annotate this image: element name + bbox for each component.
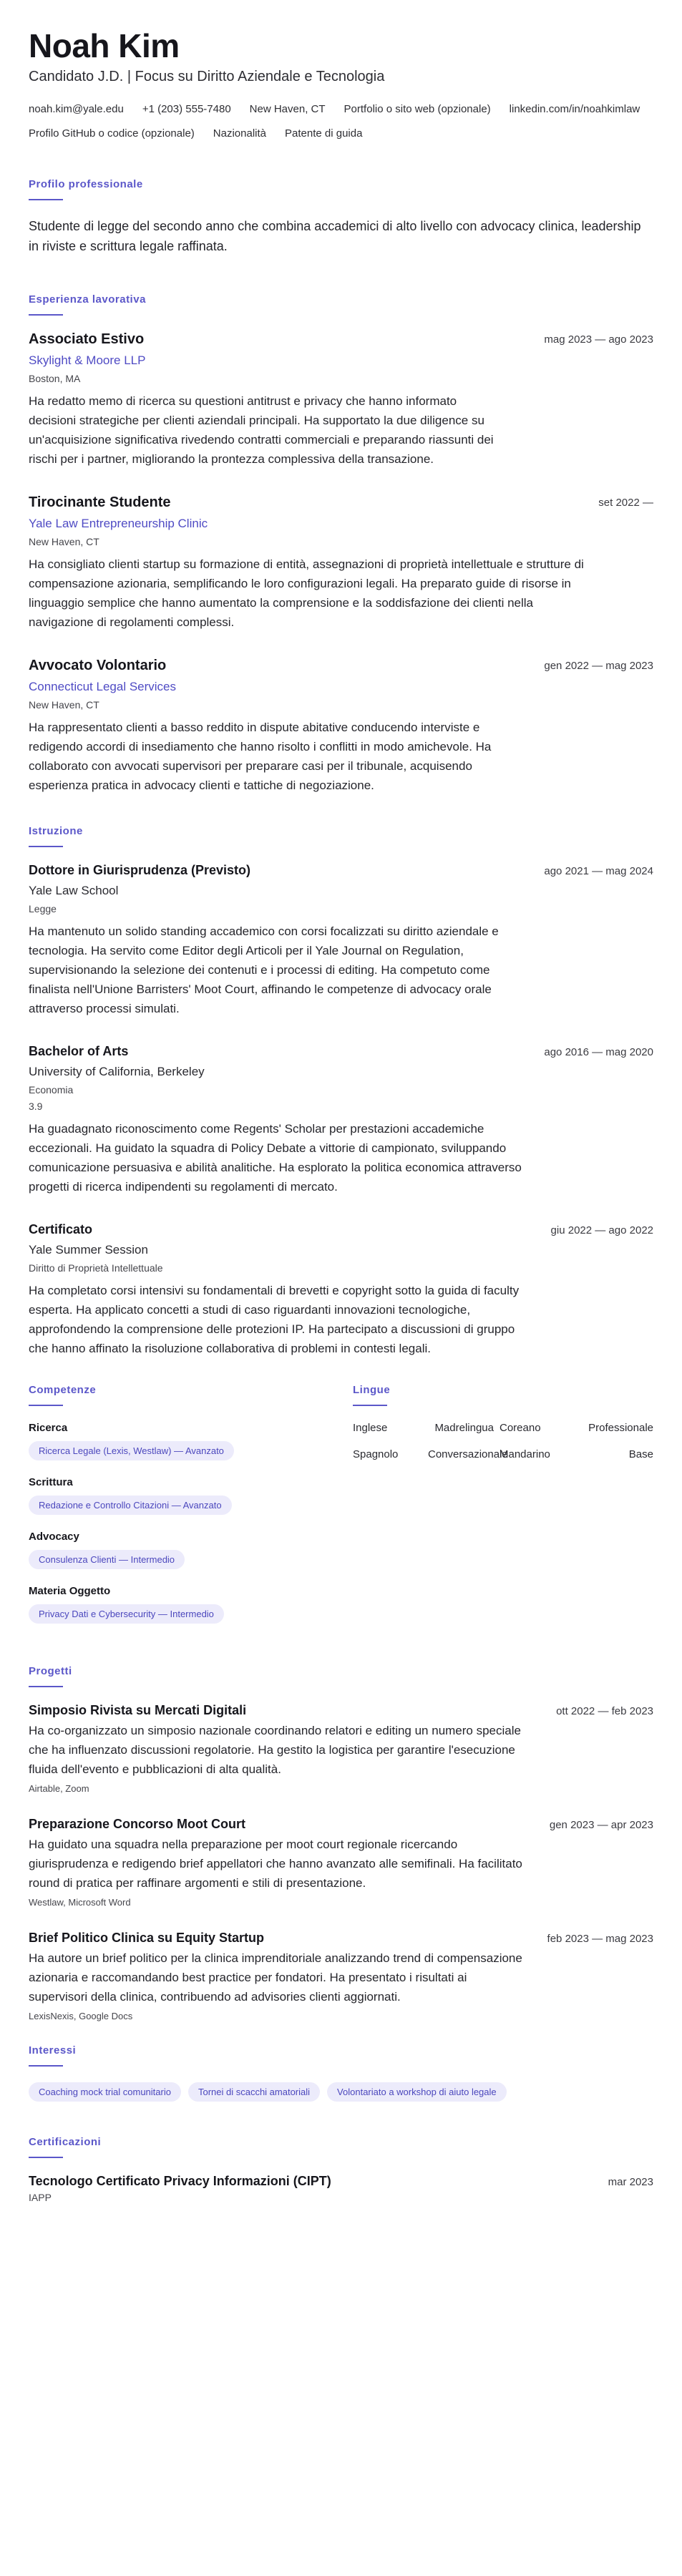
project-date: ott 2022 — feb 2023 [556,1705,653,1718]
project-tools: Westlaw, Microsoft Word [29,1897,131,1908]
section-divider [29,846,63,847]
education-description: Ha mantenuto un solido standing accademico con corsi focalizzati su diritto aziendale e tecnologia. Ha servito come Editor degli Articoli per il Yale Journal on Regulation, supervisionando la selezione dei contenuti e i processi di editing. Ha competuto come finalista nell'Unione Barristers' Moot Court, affinando le competenze di advocacy orale attraverso processi simulati. [29,924,499,1016]
interest-chip: Volontariato a workshop di aiuto legale [327,2082,507,2102]
project-date: gen 2023 — apr 2023 [549,1819,653,1832]
language-level: Madrelingua [434,1422,494,1435]
project-entry [29,1931,653,2021]
certification-entry [29,2174,653,2203]
field-of-study: Legge [29,903,57,915]
skills-section [29,1384,353,1639]
contact-portfolio[interactable]: Portfolio o sito web (opzionale) [344,103,491,116]
certification-date: mar 2023 [608,2176,653,2189]
section-title: Esperienza lavorativa [29,293,146,306]
project-entry [29,1817,653,1908]
education-entry [29,863,653,1018]
job-date: mag 2023 — ago 2023 [544,333,653,346]
certification-issuer: IAPP [29,2192,52,2204]
job-date: gen 2022 — mag 2023 [544,660,653,673]
languages-section [353,1384,653,1639]
profile-summary: Studente di legge del secondo anno che combina accademici di alto livello con advocacy clinica, leadership in riviste e scrittura legale raffinata. [29,219,641,254]
section-divider [29,1686,63,1687]
job-title: Tirocinante Studente [29,494,171,511]
skill-chip: Consulenza Clienti — Intermedio [29,1550,185,1569]
project-tools: Airtable, Zoom [29,1783,89,1795]
language-level: Base [628,1448,653,1461]
project-title: Preparazione Concorso Moot Court [29,1817,246,1832]
contact-linkedin[interactable]: linkedin.com/in/noahkimlaw [509,103,640,116]
resume-header [29,29,653,142]
grade: 3.9 [29,1101,43,1113]
contact-location: New Haven, CT [249,103,326,116]
job-description: Ha consigliato clienti startup su formazione di entità, assegnazioni di proprietà intellettuale e strutture di compensazione azionaria, semplificando le loro configurazioni legali. Ha preparato guide di risorse in linguaggio semplice che hanno aumentato la comprensione e la soddisfazione dei clienti nella navigazione di regolamenti complessi. [29,557,584,630]
skill-category: Scrittura [29,1476,73,1489]
education-section [29,825,653,1358]
language-name: Mandarino [500,1448,550,1461]
project-tools: LexisNexis, Google Docs [29,2011,133,2022]
language-name: Inglese [353,1422,388,1435]
job-title: Avvocato Volontario [29,658,167,674]
section-divider [29,199,63,200]
section-title: Interessi [29,2044,77,2057]
interest-chip: Coaching mock trial comunitario [29,2082,181,2102]
section-divider [29,1405,63,1406]
degree-title: Dottore in Giurisprudenza (Previsto) [29,863,251,878]
candidate-name: Noah Kim [29,27,180,64]
experience-entry [29,658,653,795]
education-date: giu 2022 — ago 2022 [550,1224,653,1237]
skill-group [29,1476,353,1515]
language-level: Conversazionale [428,1448,508,1461]
section-title: Certificazioni [29,2136,102,2149]
section-title: Istruzione [29,825,83,838]
interests-section [29,2044,653,2102]
education-date: ago 2016 — mag 2020 [544,1046,653,1059]
project-description: Ha autore un brief politico per la clinica imprenditoriale analizzando trend di compensazione azionaria e raccomandando best practice per fondatori. Ha presentato i risultati ai supervisori della clinica, contribuendo ad advisories clienti aggiornati. [29,1951,522,2004]
job-date: set 2022 — [598,497,653,509]
section-title: Competenze [29,1384,97,1397]
education-description: Ha completato corsi intensivi su fondamentali di brevetti e copyright sotto la guida di faculty esperta. Ha applicato concetti a studi di caso riguardanti innovazioni tecnologiche, approfondendo la comprensione delle protezioni IP. Ha partecipato a discussioni di gruppo che hanno affinato la risoluzione collaborativa di problemi in contesti legali. [29,1284,520,1356]
contact-driving-license: Patente di guida [285,127,363,140]
education-description: Ha guadagnato riconoscimento come Regents' Scholar per prestazioni accademiche eccezionali. Ha guidato la squadra di Policy Debate a vittorie di campionato, sviluppando comunicazione persuasiva e abilità analitiche. Ha esplorato la politica economica attraverso progetti di ricerca indipendenti su regolamenti di mercato. [29,1122,522,1194]
degree-title: Certificato [29,1222,93,1237]
job-description: Ha rappresentato clienti a basso reddito in dispute abitative conducendo interviste e redigendo accordi di insediamento che hanno risolto i conflitti in modo amichevole. Ha collaborato con avvocati supervisori per preparare casi per il tribunale, acquisendo esperienza pratica in advocacy clienti e tattiche di negoziazione. [29,721,492,793]
certifications-section [29,2136,653,2203]
skills-languages-row [29,1384,653,1639]
project-date: feb 2023 — mag 2023 [547,1933,653,1946]
skill-chip: Redazione e Controllo Citazioni — Avanzato [29,1496,232,1515]
section-divider [29,2065,63,2067]
education-entry [29,1044,653,1196]
job-title: Associato Estivo [29,331,145,348]
skill-category: Advocacy [29,1531,79,1543]
employer-name: Skylight & Moore LLP [29,353,146,368]
job-location: New Haven, CT [29,699,99,711]
contact-github[interactable]: Profilo GitHub o codice (opzionale) [29,127,195,140]
field-of-study: Economia [29,1084,74,1096]
contact-email[interactable]: noah.kim@yale.edu [29,103,124,116]
education-date: ago 2021 — mag 2024 [544,865,653,878]
job-description: Ha redatto memo di ricerca su questioni antitrust e privacy che hanno informato decisioni strategiche per clienti aziendali principali. Ha supportato la due diligence su un'acquisizione significativa rivedendo contratti commerciali e preparando riassunti dei rischi per i partner, migliorando la prontezza complessiva della transazione. [29,394,494,467]
language-name: Spagnolo [353,1448,399,1461]
job-location: Boston, MA [29,373,81,385]
school-name: University of California, Berkeley [29,1065,205,1079]
skill-group [29,1422,353,1460]
education-entry [29,1222,653,1358]
section-divider [29,314,63,316]
experience-entry [29,494,653,632]
skill-chip: Privacy Dati e Cybersecurity — Intermedio [29,1604,224,1624]
skill-category: Ricerca [29,1422,68,1435]
profile-section [29,178,653,256]
contact-phone[interactable]: +1 (203) 555-7480 [142,103,231,116]
contact-list [29,101,653,142]
language-row [353,1448,653,1460]
section-divider [29,2157,63,2158]
section-title: Profilo professionale [29,178,143,191]
language-row [353,1422,653,1434]
field-of-study: Diritto di Proprietà Intellettuale [29,1262,163,1274]
skill-chip: Ricerca Legale (Lexis, Westlaw) — Avanzato [29,1441,234,1460]
language-level: Professionale [588,1422,653,1435]
interest-chip: Tornei di scacchi amatoriali [188,2082,320,2102]
skill-group [29,1531,353,1569]
project-description: Ha co-organizzato un simposio nazionale coordinando relatori e editing un numero speciale che ha influenzato discussioni regolatorie. Ha gestito la logistica per garantire l'esecuzione fluida dell'evento e pubblicazioni di alta qualità. [29,1724,521,1777]
project-title: Simposio Rivista su Mercati Digitali [29,1703,247,1718]
section-divider [353,1405,387,1406]
employer-name: Connecticut Legal Services [29,680,177,694]
experience-section [29,293,653,795]
section-title: Progetti [29,1665,72,1678]
school-name: Yale Law School [29,884,119,898]
employer-name: Yale Law Entrepreneurship Clinic [29,517,208,531]
language-name: Coreano [500,1422,541,1435]
certification-title: Tecnologo Certificato Privacy Informazioni (CIPT) [29,2174,331,2189]
job-location: New Haven, CT [29,536,99,548]
section-title: Lingue [353,1384,391,1397]
candidate-headline: Candidato J.D. | Focus su Diritto Aziendale e Tecnologia [29,69,385,85]
skill-group [29,1585,353,1624]
skill-category: Materia Oggetto [29,1585,111,1598]
school-name: Yale Summer Session [29,1243,148,1257]
degree-title: Bachelor of Arts [29,1044,129,1059]
contact-nationality: Nazionalità [213,127,267,140]
projects-section [29,1665,653,2021]
project-entry [29,1703,653,1794]
project-title: Brief Politico Clinica su Equity Startup [29,1931,265,1946]
interest-list [29,2082,653,2102]
experience-entry [29,331,653,469]
project-description: Ha guidato una squadra nella preparazione per moot court regionale ricercando giurisprudenza e redigendo brief appellatori che hanno avanzato alle semifinali. Ha facilitato round di pratica per raffinare argomenti e stili di presentazione. [29,1838,522,1890]
